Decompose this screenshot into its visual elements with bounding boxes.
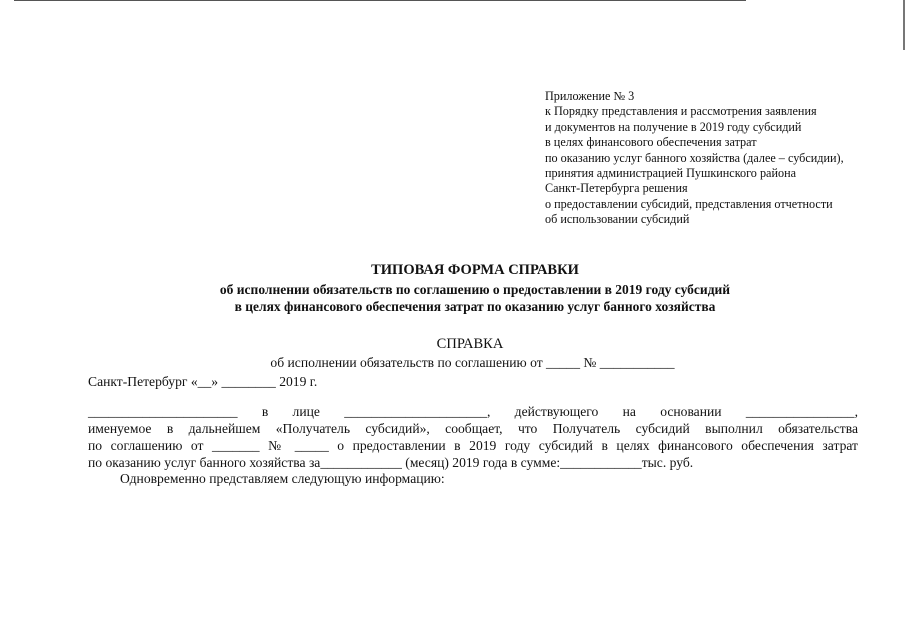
appendix-line: к Порядку представления и рассмотрения заявления [545,104,817,119]
form-subtitle-line: в целях финансового обеспечения затрат по оказанию услуг банного хозяйства [234,299,716,314]
appendix-line: принятия администрацией Пушкинского района [545,166,797,181]
body-line: именуемое в дальнейшем «Получатель субсидий», сообщает, что Получатель субсидий выполнил обязательства [88,421,858,436]
appendix-line: Санкт-Петербурга решения [545,181,688,196]
appendix-line: и документов на получение в 2019 году субсидий [545,119,802,134]
place-date: Санкт-Петербург «__» ________ 2019 г. [88,374,318,389]
certificate-title: СПРАВКА [436,336,504,352]
body-paragraph [88,403,858,471]
body-line: по оказанию услуг банного хозяйства за____________ (месяц) 2019 года в сумме:____________тыс. руб. [88,455,694,470]
certificate-subtitle: об исполнении обязательств по соглашению от _____ № ___________ [270,355,675,370]
body-line: ______________________ в лице _____________________, действующего на основании ________________, [88,404,858,419]
form-title: ТИПОВАЯ ФОРМА СПРАВКИ [371,262,579,278]
appendix-line: о предоставлении субсидий, представления отчетности [545,196,833,211]
appendix-line: в целях финансового обеспечения затрат [545,135,757,150]
form-subtitle-line: об исполнении обязательств по соглашению о предоставлении в 2019 году субсидий [219,282,731,297]
appendix-line: об использовании субсидий [545,212,690,227]
appendix-line: Приложение № 3 [545,89,635,103]
scan-edge-top [14,0,746,1]
appendix-line: по оказанию услуг банного хозяйства (далее – субсидии), [545,150,844,165]
body-line: по соглашению от _______ № _____ о предоставлении в 2019 году субсидий в целях финансового обеспечения затрат [88,438,858,453]
appendix-block [545,89,844,228]
info-line: Одновременно представляем следующую информацию: [120,471,445,486]
